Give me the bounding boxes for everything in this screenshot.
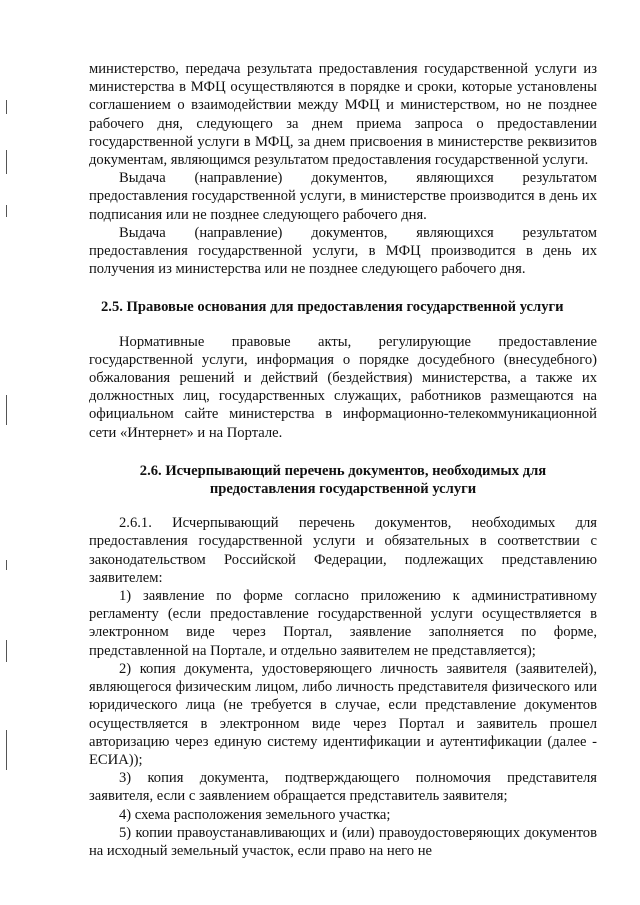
paragraph: Выдача (направление) документов, являющихся результатом предоставления государственной услуги, в министерстве производится в день их подписания или не позднее следующего рабочего дня. (89, 170, 597, 223)
paragraph: министерство, передача результата предоставления государственной услуги из министерства в МФЦ осуществляются в порядке и сроки, которые установлены соглашением о взаимодействии между МФЦ и министерством, но не позднее рабочего дня, следующего за днем приема запроса о предоставлении государственной услуги в МФЦ, за днем присвоения в министерстве реквизитов документам, являющимся результатом предоставления государственной услуги. (89, 61, 597, 169)
scan-edge-mark (6, 205, 7, 217)
section-heading-2-6 (89, 462, 597, 498)
paragraph: Выдача (направление) документов, являющихся результатом предоставления государственной услуги, в МФЦ производится в день их получения из министерства или не позднее следующего рабочего дня. (89, 224, 597, 278)
list-item: 2) копия документа, удостоверяющего личность заявителя (заявителей), являющегося физическим лицом, либо личность представителя физического или юридического лица (не требуется в случае, если представление документов осуществляется в электронном виде через Портал и заявитель прошел авторизацию через единую систему идентификации и аутентификации (далее - ЕСИА)); (89, 660, 597, 768)
list-item: 3) копия документа, подтверждающего полномочия представителя заявителя, если с заявлением обращается представитель заявителя; (89, 770, 597, 805)
document-body (89, 60, 597, 860)
paragraph: 2.6.1. Исчерпывающий перечень документов, необходимых для предоставления государственной услуги и обязательных в соответствии с законодательством Российской Федерации, подлежащих представлению заявителем: (89, 515, 597, 586)
scan-edge-mark (6, 150, 7, 174)
scan-edge-mark (6, 100, 7, 114)
list-item: 1) заявление по форме согласно приложению к административному регламенту (если предоставление государственной услуги осуществляется в электронном виде через Портал, заявление заполняется по форме, представленной на Портале, и отдельно заявителем не представляется); (89, 588, 597, 659)
scan-edge-mark (6, 730, 7, 770)
paragraph: Нормативные правовые акты, регулирующие предоставление государственной услуги, информация о порядке досудебного (внесудебного) обжалования решений и действий (бездействия) министерства, а также их должностных лиц, государственных служащих, работников размещаются на официальном сайте министерства в информационно-телекоммуникационной сети «Интернет» и на Портале. (89, 333, 597, 441)
scan-edge-mark (6, 640, 7, 662)
list-item: 4) схема расположения земельного участка; (119, 806, 391, 823)
heading-line: 2.6. Исчерпывающий перечень документов, необходимых для (139, 462, 547, 479)
list-item: 5) копии правоустанавливающих и (или) правоудостоверяющих документов на исходный земельный участок, если право на него не (89, 824, 597, 859)
scan-edge-mark (6, 560, 7, 570)
heading-line: предоставления государственной услуги (209, 481, 477, 498)
section-heading-2-5: 2.5. Правовые основания для предоставления государственной услуги (101, 299, 564, 316)
scan-edge-mark (6, 395, 7, 425)
